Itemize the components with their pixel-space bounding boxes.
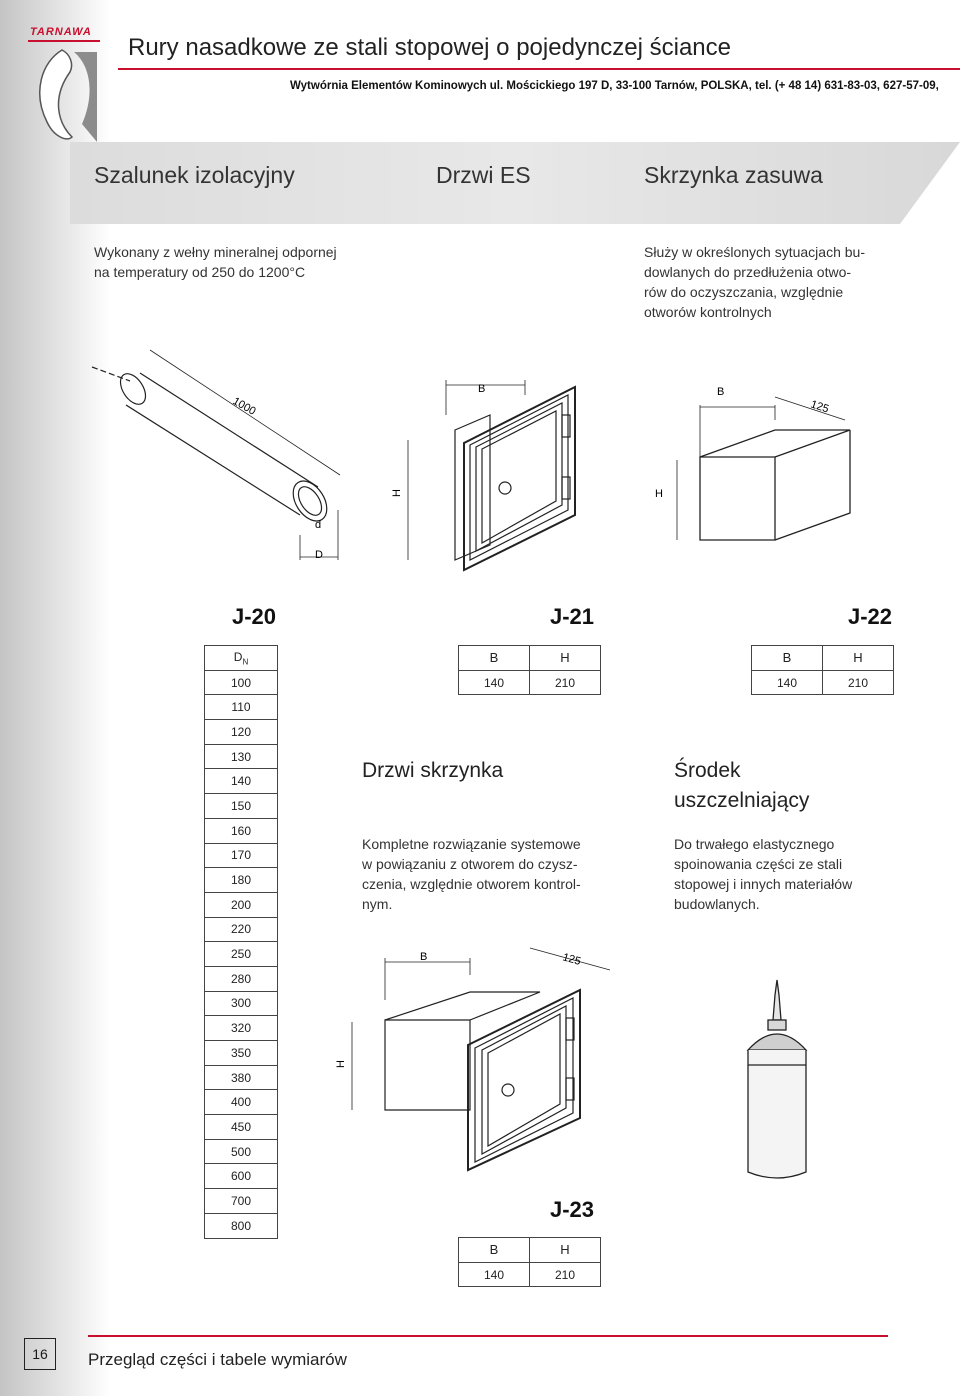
door-height-label: H	[391, 489, 403, 497]
table-row: 140	[205, 769, 278, 794]
value-b: 140	[752, 670, 823, 695]
column-header-h: H	[530, 1238, 601, 1263]
code-j21: J-21	[550, 604, 595, 629]
door-box-description: Kompletne rozwiązanie systemowe w powiązaniu z otworem do czysz- czenia, względnie otworem kontrol- nym.	[362, 836, 581, 912]
table-row: 280	[205, 966, 278, 991]
table-row: 380	[205, 1065, 278, 1090]
footer-divider	[88, 1335, 888, 1337]
code-j20: J-20	[232, 604, 277, 629]
page-title: Rury nasadkowe ze stali stopowej o pojedynczej ściance	[128, 34, 731, 61]
brand-logo: TARNAWA	[30, 26, 92, 38]
section-title-insulation: Szalunek izolacyjny	[94, 162, 295, 188]
code-j23: J-23	[550, 1197, 595, 1222]
sealant-title: Środek uszczelniający	[674, 759, 810, 812]
door-box-width-label: B	[420, 951, 428, 963]
column-header-h: H	[530, 646, 601, 671]
box-depth-label: 125	[809, 398, 831, 416]
table-row: 700	[205, 1189, 278, 1214]
column-header-b: B	[752, 646, 823, 671]
table-row: 120	[205, 720, 278, 745]
door-width-label: B	[478, 383, 486, 395]
sealant-tube-icon	[748, 980, 806, 1178]
table-j21	[458, 645, 601, 695]
table-row: 250	[205, 942, 278, 967]
table-row: 150	[205, 794, 278, 819]
lower-drawings	[0, 930, 960, 1190]
code-j22: J-22	[848, 604, 893, 629]
table-row: 450	[205, 1115, 278, 1140]
insulation-description: Wykonany z wełny mineralnej odpornej na temperatury od 250 do 1200°C	[94, 244, 337, 280]
pipe-inner-diameter-label: d	[315, 519, 322, 531]
door-box-depth-label: 125	[561, 951, 583, 968]
value-h: 210	[530, 670, 601, 695]
table-row: 170	[205, 843, 278, 868]
table-row: 160	[205, 818, 278, 843]
door-box-title: Drzwi skrzynka	[362, 759, 504, 782]
table-row: 350	[205, 1041, 278, 1066]
value-h: 210	[530, 1262, 601, 1287]
value-b: 140	[459, 670, 530, 695]
box-width-label: B	[717, 386, 725, 398]
door-drawing	[408, 380, 575, 570]
table-row: 110	[205, 695, 278, 720]
table-row: 200	[205, 892, 278, 917]
door-box-height-label: H	[335, 1060, 347, 1068]
column-header-h: H	[823, 646, 894, 671]
value-h: 210	[823, 670, 894, 695]
column-header-b: B	[459, 1238, 530, 1263]
table-row: 600	[205, 1164, 278, 1189]
box-description: Służy w określonych sytuacjach bu- dowlanych do przedłużenia otwo- rów do oczyszczania, względnie otworów kontrolnych	[644, 244, 865, 320]
header-divider	[118, 68, 960, 70]
table-row: 400	[205, 1090, 278, 1115]
column-header-b: B	[459, 646, 530, 671]
sealant-description: Do trwałego elastycznego spoinowania części ze stali stopowej i innych materiałów budowlanych.	[674, 836, 853, 912]
section-title-box: Skrzynka zasuwa	[644, 162, 823, 188]
table-row: 100	[205, 670, 278, 695]
company-address: Wytwórnia Elementów Kominowych ul. Mościckiego 197 D, 33-100 Tarnów, POLSKA, tel. (+ 48 14) 631-83-03, 627-57-09,	[290, 80, 939, 92]
section-title-door: Drzwi ES	[436, 162, 531, 188]
table-j23	[458, 1237, 601, 1287]
box-height-label: H	[655, 488, 663, 500]
technical-drawings	[0, 345, 960, 585]
flame-logo-icon	[22, 42, 102, 147]
table-j22	[751, 645, 894, 695]
page-number: 16	[24, 1338, 56, 1370]
pipe-drawing	[92, 350, 340, 560]
table-j20-header: $D_N$	[205, 646, 278, 671]
table-row: 800	[205, 1213, 278, 1238]
value-b: 140	[459, 1262, 530, 1287]
door-box-drawing	[352, 948, 610, 1170]
table-row: 220	[205, 917, 278, 942]
box-drawing	[677, 397, 850, 540]
footer-title: Przegląd części i tabele wymiarów	[88, 1350, 347, 1369]
table-row: 130	[205, 744, 278, 769]
table-row: 180	[205, 868, 278, 893]
pipe-length-label: 1000	[230, 395, 258, 418]
table-row: 320	[205, 1016, 278, 1041]
table-row: 300	[205, 991, 278, 1016]
table-row: 500	[205, 1139, 278, 1164]
pipe-outer-diameter-label: D	[315, 549, 323, 561]
